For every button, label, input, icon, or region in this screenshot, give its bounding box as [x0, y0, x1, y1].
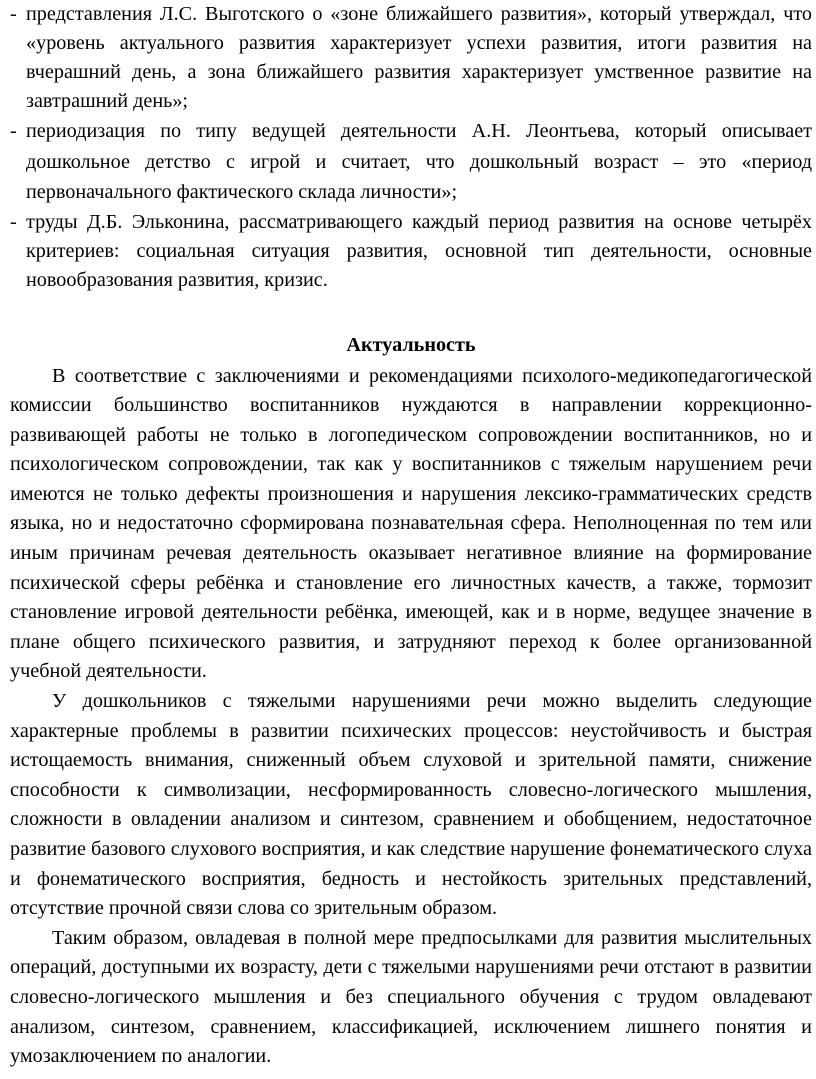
list-item-text: представления Л.С. Выготского о «зоне ближайшего развития», который утверждал, что «уровень актуального развития характеризует успехи развития, итоги развития на вчерашний день, а зона ближайшего развития характеризует умственное развитие на завтрашний день»;	[26, 3, 812, 112]
paragraph: У дошкольников с тяжелыми нарушениями речи можно выделить следующие характерные проблемы в развитии психических процессов: неустойчивость и быстрая истощаемость внимания, сниженный объем слуховой и зрительной памяти, снижение способности к символизации, несформированность словесно-логического мышления, сложности в овладении анализом и синтезом, сравнением и обобщением, недостаточное развитие базового слухового восприятия, и как следствие нарушение фонематического слуха и фонематического восприятия, бедность и нестойкость зрительных представлений, отсутствие прочной связи слова со зрительным образом.	[10, 690, 812, 920]
paragraph: В соответствие с заключениями и рекомендациями психолого-медикопедагогической комиссии большинство воспитанников нуждаются в направлении коррекционно-развивающей работы не только в логопедическом сопровождении воспитанников, но и психологическом сопровождении, так как у воспитанников с тяжелым нарушением речи имеются не только дефекты произношения и нарушения лексико-грамматических средств языка, но и недостаточно сформирована познавательная сфера. Неполноценная по тем или иным причинам речевая деятельность оказывает негативное влияние на формирование психической сферы ребёнка и становление его личностных качеств, а также, тормозит становление игровой деятельности ребёнка, имеющей, как и в норме, ведущее значение в плане общего психического развития, и затрудняют переход к более организованной учебной деятельности.	[10, 364, 812, 683]
document-page	[10, 0, 812, 1072]
list-item	[10, 116, 812, 208]
list-item-text: труды Д.Б. Эльконина, рассматривающего каждый период развития на основе четырёх критериев: социальная ситуация развития, основной тип деятельности, основные новообразования развития, кризис.	[26, 210, 812, 291]
list-item	[10, 208, 812, 295]
list-item	[10, 0, 812, 116]
bullet-list	[10, 0, 812, 295]
list-dash: -	[10, 120, 17, 142]
section-heading: Актуальность	[346, 333, 476, 356]
list-dash: -	[10, 210, 17, 233]
list-item-text: периодизация по типу ведущей деятельности А.Н. Леонтьева, который описывает дошкольное детство с игрой и считает, что дошкольный возраст – это «период первоначального фактического склада личности»;	[26, 120, 812, 203]
list-dash: -	[10, 3, 17, 25]
paragraph: Таким образом, овладевая в полной мере предпосылками для развития мыслительных операций, доступными их возрасту, дети с тяжелыми нарушениями речи отстают в развитии словесно-логического мышления и без специального обучения с трудом овладевают анализом, синтезом, сравнением, классификацией, исключением лишнего понятия и умозаключением по аналогии.	[10, 926, 812, 1068]
